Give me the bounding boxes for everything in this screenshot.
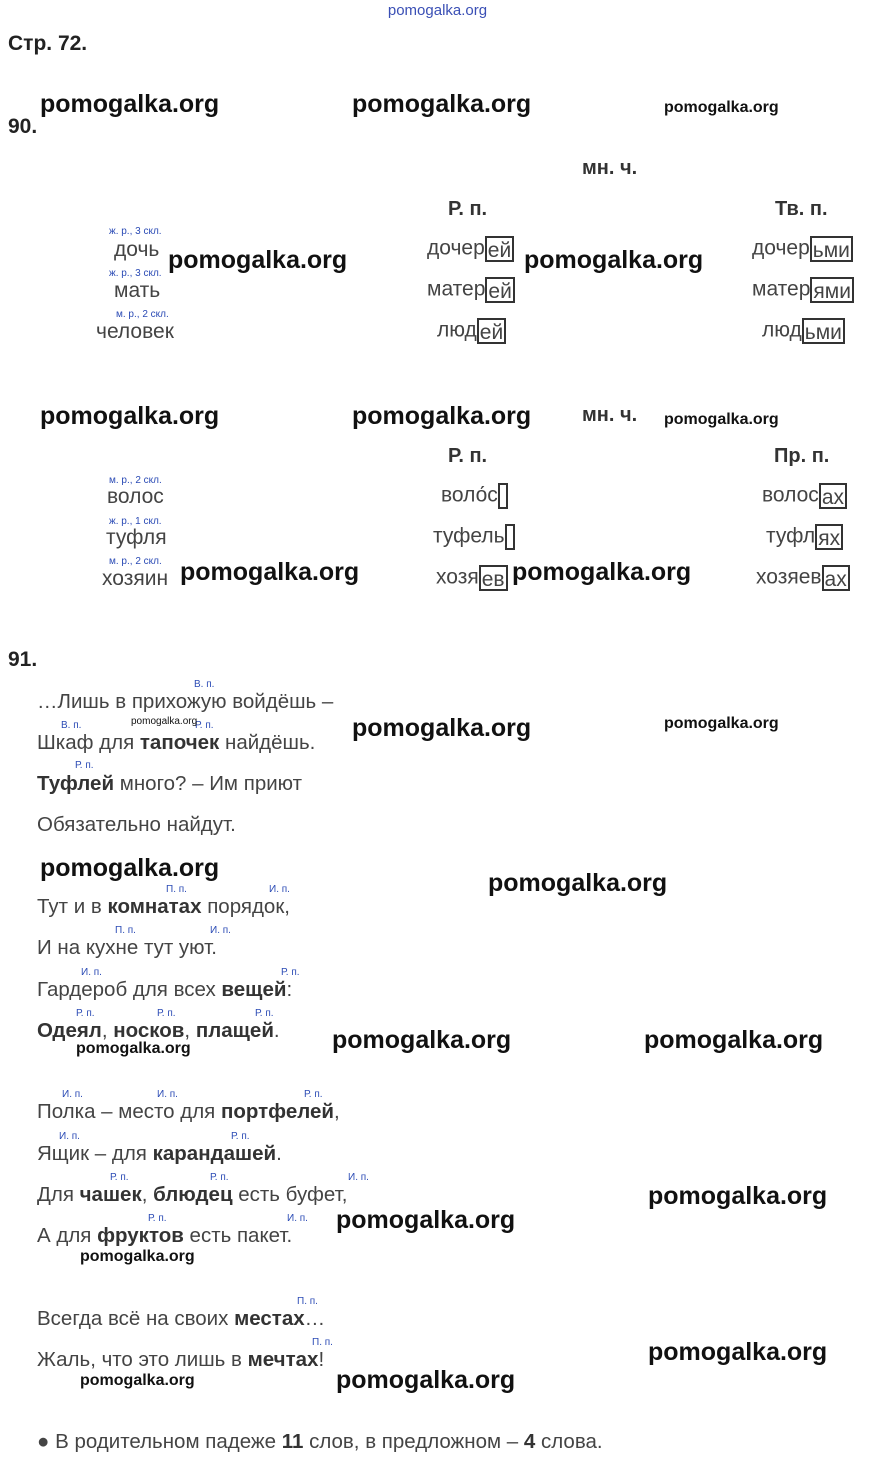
case-tag: И. п. [348, 1172, 369, 1183]
case-tag: В. п. [194, 679, 215, 690]
poem-line: Ящик – для карандашей. [37, 1142, 282, 1165]
ending-box: ах [822, 565, 850, 591]
poem-line: Жаль, что это лишь в мечтах! [37, 1348, 325, 1371]
grammar-tag: ж. р., 1 скл. [109, 516, 162, 527]
poem-line: Шкаф для тапочек найдёшь. [37, 731, 316, 754]
grammar-tag: ж. р., 3 скл. [109, 268, 162, 279]
watermark: pomogalka.org [180, 558, 360, 586]
ending-box: ей [485, 236, 514, 262]
grammar-tag: ж. р., 3 скл. [109, 226, 162, 237]
ending-box [498, 483, 508, 509]
poem-line: Туфлей много? – Им приют [37, 772, 302, 795]
watermark: pomogalka.org [40, 854, 220, 882]
case-tag: П. п. [115, 925, 136, 936]
form-instrumental: матер ями [752, 277, 854, 303]
watermark: pomogalka.org [648, 1182, 828, 1210]
case-tag: И. п. [81, 967, 102, 978]
grammar-tag: м. р., 2 скл. [109, 475, 162, 486]
case-tag: Р. п. [195, 720, 214, 731]
watermark: pomogalka.org [664, 99, 779, 116]
table2-col-prepositional: Пр. п. [774, 445, 830, 467]
case-tag: Р. п. [157, 1008, 176, 1019]
poem-line: И на кухне тут уют. [37, 936, 217, 959]
table1-col-instrumental: Тв. п. [775, 198, 828, 220]
form-genitive: люд ей [437, 318, 506, 344]
poem-line: Для чашек, блюдец есть буфет, [37, 1183, 348, 1206]
ending-box: ьми [802, 318, 845, 344]
watermark: pomogalka.org [664, 715, 779, 732]
poem-line: Полка – место для портфелей, [37, 1100, 340, 1123]
case-tag: В. п. [61, 720, 82, 731]
watermark: pomogalka.org [168, 246, 348, 274]
exercise-number-90: 90. [8, 115, 38, 138]
poem-line: Обязательно найдут. [37, 813, 236, 836]
watermark: pomogalka.org [336, 1206, 516, 1234]
form-genitive: туфель [433, 524, 515, 550]
watermark: pomogalka.org [664, 411, 779, 428]
form-genitive: дочер ей [427, 236, 514, 262]
form-prepositional: туфл ях [766, 524, 843, 550]
base-word: хозяин [102, 567, 169, 590]
base-word: дочь [114, 238, 160, 261]
watermark: pomogalka.org [332, 1026, 512, 1054]
case-tag: П. п. [166, 884, 187, 895]
case-tag: Р. п. [76, 1008, 95, 1019]
case-tag: Р. п. [281, 967, 300, 978]
base-word: волос [107, 485, 164, 508]
case-tag: Р. п. [210, 1172, 229, 1183]
base-word: человек [96, 320, 174, 343]
base-word: мать [114, 279, 161, 302]
form-genitive: воло́с [441, 483, 508, 509]
table2-group-label: мн. ч. [582, 404, 638, 426]
form-prepositional: хозяев ах [756, 565, 850, 591]
ending-box: ьми [810, 236, 853, 262]
poem-line: Гардероб для всех вещей: [37, 978, 293, 1001]
poem-line: Тут и в комнатах порядок, [37, 895, 290, 918]
poem-line: Всегда всё на своих местах… [37, 1307, 326, 1330]
ending-box: ах [819, 483, 847, 509]
case-tag: П. п. [312, 1337, 333, 1348]
form-instrumental: дочер ьми [752, 236, 853, 262]
watermark: pomogalka.org [512, 558, 692, 586]
case-tag: И. п. [62, 1089, 83, 1100]
ending-box [505, 524, 515, 550]
case-tag: И. п. [210, 925, 231, 936]
case-tag: Р. п. [148, 1213, 167, 1224]
watermark: pomogalka.org [40, 90, 220, 118]
poem-line: А для фруктов есть пакет. [37, 1224, 293, 1247]
summary-line: ● В родительном падеже 11 слов, в предложном – 4 слова. [37, 1430, 603, 1453]
form-instrumental: люд ьми [762, 318, 845, 344]
case-tag: Р. п. [255, 1008, 274, 1019]
base-word: туфля [106, 526, 167, 549]
case-tag: И. п. [157, 1089, 178, 1100]
ending-box: ей [485, 277, 514, 303]
case-tag: И. п. [269, 884, 290, 895]
watermark: pomogalka.org [336, 1366, 516, 1394]
watermark: pomogalka.org [40, 402, 220, 430]
watermark: pomogalka.org [352, 714, 532, 742]
watermark: pomogalka.org [80, 1372, 195, 1389]
poem-line: Одеял, носков, плащей. [37, 1019, 280, 1042]
page-label: Стр. 72. [8, 32, 88, 55]
case-tag: Р. п. [231, 1131, 250, 1142]
watermark: pomogalka.org [80, 1248, 195, 1265]
top-watermark: pomogalka.org [387, 2, 488, 19]
case-tag: И. п. [59, 1131, 80, 1142]
table2-col-genitive: Р. п. [448, 445, 488, 467]
case-tag: П. п. [297, 1296, 318, 1307]
ending-box: ях [815, 524, 843, 550]
ending-box: ями [810, 277, 854, 303]
watermark: pomogalka.org [644, 1026, 824, 1054]
case-tag: И. п. [287, 1213, 308, 1224]
watermark: pomogalka.org [131, 716, 198, 727]
grammar-tag: м. р., 2 скл. [109, 556, 162, 567]
watermark: pomogalka.org [76, 1040, 191, 1057]
case-tag: Р. п. [110, 1172, 129, 1183]
watermark: pomogalka.org [648, 1338, 828, 1366]
form-prepositional: волос ах [762, 483, 847, 509]
ending-box: ев [479, 565, 508, 591]
table1-col-genitive: Р. п. [448, 198, 488, 220]
grammar-tag: м. р., 2 скл. [116, 309, 169, 320]
watermark: pomogalka.org [352, 90, 532, 118]
poem-line: …Лишь в прихожую войдёшь – [37, 690, 334, 713]
form-genitive: хозя ев [436, 565, 508, 591]
case-tag: Р. п. [75, 760, 94, 771]
table1-group-label: мн. ч. [582, 157, 638, 179]
ending-box: ей [477, 318, 506, 344]
case-tag: Р. п. [304, 1089, 323, 1100]
watermark: pomogalka.org [524, 246, 704, 274]
exercise-number-91: 91. [8, 648, 38, 671]
watermark: pomogalka.org [352, 402, 532, 430]
form-genitive: матер ей [427, 277, 515, 303]
watermark: pomogalka.org [488, 869, 668, 897]
